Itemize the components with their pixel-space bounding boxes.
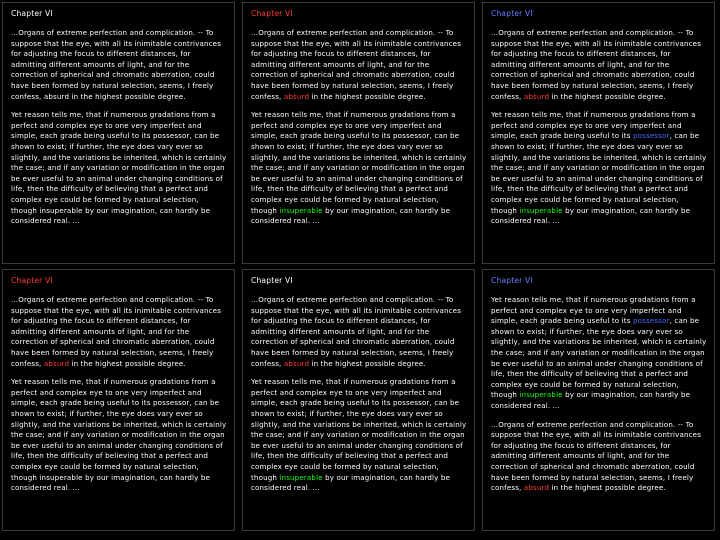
- chapter-title: Chapter VI: [491, 9, 533, 18]
- text-panel-5: [242, 269, 475, 531]
- organs-paragraph: ...Organs of extreme perfection and complication. -- To suppose that the eye, with all its inimitable contrivances for adjusting the focus to different distances, for admitting different amounts of light, and for the correction of spherical and chromatic aberration, could have been formed by natural selection, seems, I freely confess, absurd in the highest possible degree.: [491, 419, 702, 493]
- organs-paragraph: ...Organs of extreme perfection and complication. -- To suppose that the eye, with all its inimitable contrivances for adjusting the focus to different distances, for admitting different amounts of light, and for the correction of spherical and chromatic aberration, could have been formed by natural selection, seems, I freely confess, absurd in the highest possible degree.: [251, 295, 462, 368]
- text-panel-2: [242, 2, 475, 264]
- chapter-title: Chapter VI: [251, 276, 293, 285]
- highlight-word: absurd: [283, 91, 310, 101]
- highlight-word: possessor: [632, 316, 670, 326]
- chapter-title: Chapter VI: [11, 9, 53, 18]
- highlight-word: absurd: [523, 483, 550, 493]
- organs-paragraph: ...Organs of extreme perfection and complication. -- To suppose that the eye, with all its inimitable contrivances for adjusting the focus to different distances, for admitting different amounts of light, and for the correction of spherical and chromatic aberration, could have been formed by natural selection, seems, I freely confess, absurd in the highest possible degree.: [11, 28, 222, 101]
- reason-paragraph: Yet reason tells me, that if numerous gradations from a perfect and complex eye to one very imperfect and simple, each grade being useful to its possessor, can be shown to exist; if further, the eye does vary ever so slightly, and the variations be inherited, which is certainly the case; and if any variation or modification in the organ be ever useful to an animal under changing conditions of life, then the difficulty of believing that a perfect and complex eye could be formed by natural selection, though insuperable by our imagination, can hardly be considered real. ...: [11, 377, 227, 493]
- highlight-word: insuperable: [519, 205, 563, 215]
- chapter-title: Chapter VI: [491, 276, 533, 285]
- text-panel-1: [2, 2, 235, 264]
- text-panel-6: [482, 269, 715, 531]
- highlight-word: absurd: [43, 91, 70, 101]
- chapter-title: Chapter VI: [251, 9, 293, 18]
- chapter-title: Chapter VI: [11, 276, 53, 285]
- reason-paragraph: Yet reason tells me, that if numerous gradations from a perfect and complex eye to one very imperfect and simple, each grade being useful to its possessor, can be shown to exist; if further, the eye does vary ever so slightly, and the variations be inherited, which is certainly the case; and if any variation or modification in the organ be ever useful to an animal under changing conditions of life, then the difficulty of believing that a perfect and complex eye could be formed by natural selection, though insuperable by our imagination, can hardly be considered real. ...: [491, 295, 707, 410]
- reason-paragraph: Yet reason tells me, that if numerous gradations from a perfect and complex eye to one very imperfect and simple, each grade being useful to its possessor, can be shown to exist; if further, the eye does vary ever so slightly, and the variations be inherited, which is certainly the case; and if any variation or modification in the organ be ever useful to an animal under changing conditions of life, then the difficulty of believing that a perfect and complex eye could be formed by natural selection, though insuperable by our imagination, can hardly be considered real. ...: [11, 110, 227, 226]
- organs-paragraph: ...Organs of extreme perfection and complication. -- To suppose that the eye, with all its inimitable contrivances for adjusting the focus to different distances, for admitting different amounts of light, and for the correction of spherical and chromatic aberration, could have been formed by natural selection, seems, I freely confess, absurd in the highest possible degree.: [11, 295, 222, 368]
- highlight-word: absurd: [523, 91, 550, 101]
- highlight-word: absurd: [43, 358, 70, 368]
- reason-paragraph: Yet reason tells me, that if numerous gradations from a perfect and complex eye to one very imperfect and simple, each grade being useful to its possessor, can be shown to exist; if further, the eye does vary ever so slightly, and the variations be inherited, which is certainly the case; and if any variation or modification in the organ be ever useful to an animal under changing conditions of life, then the difficulty of believing that a perfect and complex eye could be formed by natural selection, though insuperable by our imagination, can hardly be considered real. ...: [491, 110, 707, 226]
- reason-paragraph: Yet reason tells me, that if numerous gradations from a perfect and complex eye to one very imperfect and simple, each grade being useful to its possessor, can be shown to exist; if further, the eye does vary ever so slightly, and the variations be inherited, which is certainly the case; and if any variation or modification in the organ be ever useful to an animal under changing conditions of life, then the difficulty of believing that a perfect and complex eye could be formed by natural selection, though insuperable by our imagination, can hardly be considered real. ...: [251, 377, 467, 493]
- organs-paragraph: ...Organs of extreme perfection and complication. -- To suppose that the eye, with all its inimitable contrivances for adjusting the focus to different distances, for admitting different amounts of light, and for the correction of spherical and chromatic aberration, could have been formed by natural selection, seems, I freely confess, absurd in the highest possible degree.: [491, 28, 702, 101]
- highlight-word: possessor: [632, 131, 670, 141]
- text-panel-3: [482, 2, 715, 264]
- highlight-word: insuperable: [279, 205, 323, 215]
- text-panel-4: [2, 269, 235, 531]
- highlight-word: insuperable: [279, 472, 323, 482]
- highlight-word: absurd: [283, 358, 310, 368]
- highlight-word: insuperable: [519, 390, 563, 400]
- reason-paragraph: Yet reason tells me, that if numerous gradations from a perfect and complex eye to one very imperfect and simple, each grade being useful to its possessor, can be shown to exist; if further, the eye does vary ever so slightly, and the variations be inherited, which is certainly the case; and if any variation or modification in the organ be ever useful to an animal under changing conditions of life, then the difficulty of believing that a perfect and complex eye could be formed by natural selection, though insuperable by our imagination, can hardly be considered real. ...: [251, 110, 467, 226]
- organs-paragraph: ...Organs of extreme perfection and complication. -- To suppose that the eye, with all its inimitable contrivances for adjusting the focus to different distances, for admitting different amounts of light, and for the correction of spherical and chromatic aberration, could have been formed by natural selection, seems, I freely confess, absurd in the highest possible degree.: [251, 28, 462, 101]
